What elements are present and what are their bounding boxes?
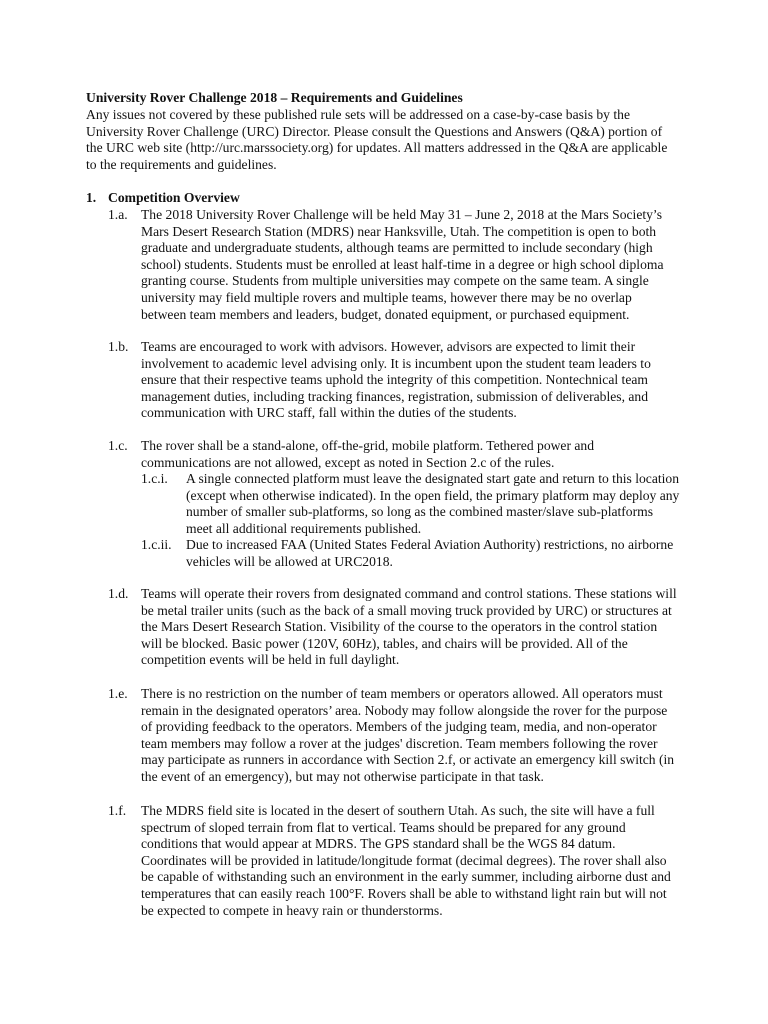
item-line: communication with URC staff, fall within the duties of the students. xyxy=(141,405,517,421)
item-text xyxy=(141,339,651,422)
item-line: spectrum of sloped terrain from flat to vertical. Teams should be prepared for any ground xyxy=(141,819,626,835)
item-line: team members may follow a rover at the judges' discretion. Team members following the rover xyxy=(141,735,658,751)
item-line: temperatures that can easily reach 100°F. Rovers shall be able to withstand light rain but will not xyxy=(141,885,667,901)
intro-line: the URC web site (http://urc.marssociety.org) for updates. All matters addressed in the Q&A are applicable xyxy=(86,140,668,156)
item-label: 1.e. xyxy=(108,686,128,701)
item-line: The rover shall be a stand-alone, off-the-grid, mobile platform. Tethered power and xyxy=(141,438,595,453)
item-line: management duties, including tracking finances, registration, submission of deliverables, and xyxy=(141,388,648,404)
item-label: 1.a. xyxy=(108,207,128,222)
intro-paragraph xyxy=(86,107,667,173)
item-text xyxy=(141,207,664,323)
item-line: The MDRS field site is located in the desert of southern Utah. As such, the site will have a full xyxy=(141,803,655,818)
subitem-label: 1.c.ii. xyxy=(141,537,172,552)
item-line: Teams are encouraged to work with advisors. However, advisors are expected to limit their xyxy=(141,339,636,354)
item-line: be expected to compete in heavy rain or thunderstorms. xyxy=(141,902,443,918)
item-text xyxy=(141,803,671,919)
section-heading xyxy=(86,190,240,207)
item-line: number of smaller sub-platforms, so long as the combined master/slave sub-platforms xyxy=(186,504,653,520)
section-title: Competition Overview xyxy=(108,190,240,205)
item-line: granting course. Students from multiple universities may compete on the same team. A single xyxy=(141,273,649,289)
item-line: There is no restriction on the number of team members or operators allowed. All operators must xyxy=(141,686,663,701)
item-line: The 2018 University Rover Challenge will be held May 31 – June 2, 2018 at the Mars Society’s xyxy=(141,207,663,222)
item-line: vehicles will be allowed at URC2018. xyxy=(186,553,393,569)
intro-line: to the requirements and guidelines. xyxy=(86,156,277,172)
item-line: will be blocked. Basic power (120V, 60Hz), tables, and chairs will be provided. All of the xyxy=(141,635,628,651)
item-line: Coordinates will be provided in latitude/longitude format (decimal degrees). The rover shall also xyxy=(141,852,667,868)
item-line: Mars Desert Research Station (MDRS) near Hanksville, Utah. The competition is open to both xyxy=(141,223,657,239)
document-title: University Rover Challenge 2018 – Requirements and Guidelines xyxy=(86,90,463,105)
item-line: be capable of withstanding such an environment in the early summer, including airborne dust and xyxy=(141,869,671,885)
item-line: Due to increased FAA (United States Federal Aviation Authority) restrictions, no airborne xyxy=(186,537,674,552)
item-line: the Mars Desert Research Station. Visibility of the course to the operators in the control station xyxy=(141,619,658,635)
item-line: Teams will operate their rovers from designated command and control stations. These stations will xyxy=(141,586,677,601)
item-label: 1.d. xyxy=(108,586,129,601)
item-line: university may field multiple rovers and multiple teams, however there may be no overlap xyxy=(141,289,632,305)
item-text xyxy=(141,438,594,471)
section-number: 1. xyxy=(86,190,97,205)
item-line: may participate as runners in accordance with Section 2.f, or activate an emergency kill switch (in xyxy=(141,752,675,768)
item-line: competition events will be held in full daylight. xyxy=(141,652,400,668)
item-line: the event of an emergency), but may not otherwise participate in that task. xyxy=(141,768,544,784)
item-line: of providing feedback to the operators. Members of the judging team, media, and non-operator xyxy=(141,719,657,735)
item-text xyxy=(141,686,674,786)
item-label: 1.b. xyxy=(108,339,129,354)
item-line: conditions that would appear at MDRS. The GPS standard shall be the WGS 84 datum. xyxy=(141,836,616,852)
item-line: graduate and undergraduate students, although teams are permitted to include secondary (high xyxy=(141,240,653,256)
item-line: school) students. Students must be enrolled at least half-time in a degree or high school diploma xyxy=(141,256,664,272)
intro-line: Any issues not covered by these published rule sets will be addressed on a case-by-case basis by the xyxy=(86,107,630,122)
intro-line: University Rover Challenge (URC) Director. Please consult the Questions and Answers (Q&A) portion of xyxy=(86,123,663,139)
subitem-text xyxy=(186,537,673,570)
item-line: ensure that their respective teams uphold the integrity of this competition. Nontechnical team xyxy=(141,372,648,388)
item-line: meet all additional requirements published. xyxy=(186,520,422,536)
item-line: (except when otherwise indicated). In the open field, the primary platform may deploy any xyxy=(186,487,680,503)
item-label: 1.f. xyxy=(108,803,127,818)
item-line: remain in the designated operators’ area. Nobody may follow alongside the rover for the purpose xyxy=(141,702,668,718)
subitem-text xyxy=(186,471,679,537)
subitem-label: 1.c.i. xyxy=(141,471,168,486)
item-line: A single connected platform must leave the designated start gate and return to this location xyxy=(186,471,680,486)
item-line: involvement to academic level advising only. It is incumbent upon the student team leaders to xyxy=(141,355,651,371)
item-label: 1.c. xyxy=(108,438,128,453)
item-line: communications are not allowed, except as noted in Section 2.c of the rules. xyxy=(141,454,555,470)
item-line: between team members and leaders, budget, donated equipment, or purchased equipment. xyxy=(141,306,630,322)
item-line: be metal trailer units (such as the back of a small moving truck provided by URC) or structures at xyxy=(141,602,672,618)
item-text xyxy=(141,586,677,669)
